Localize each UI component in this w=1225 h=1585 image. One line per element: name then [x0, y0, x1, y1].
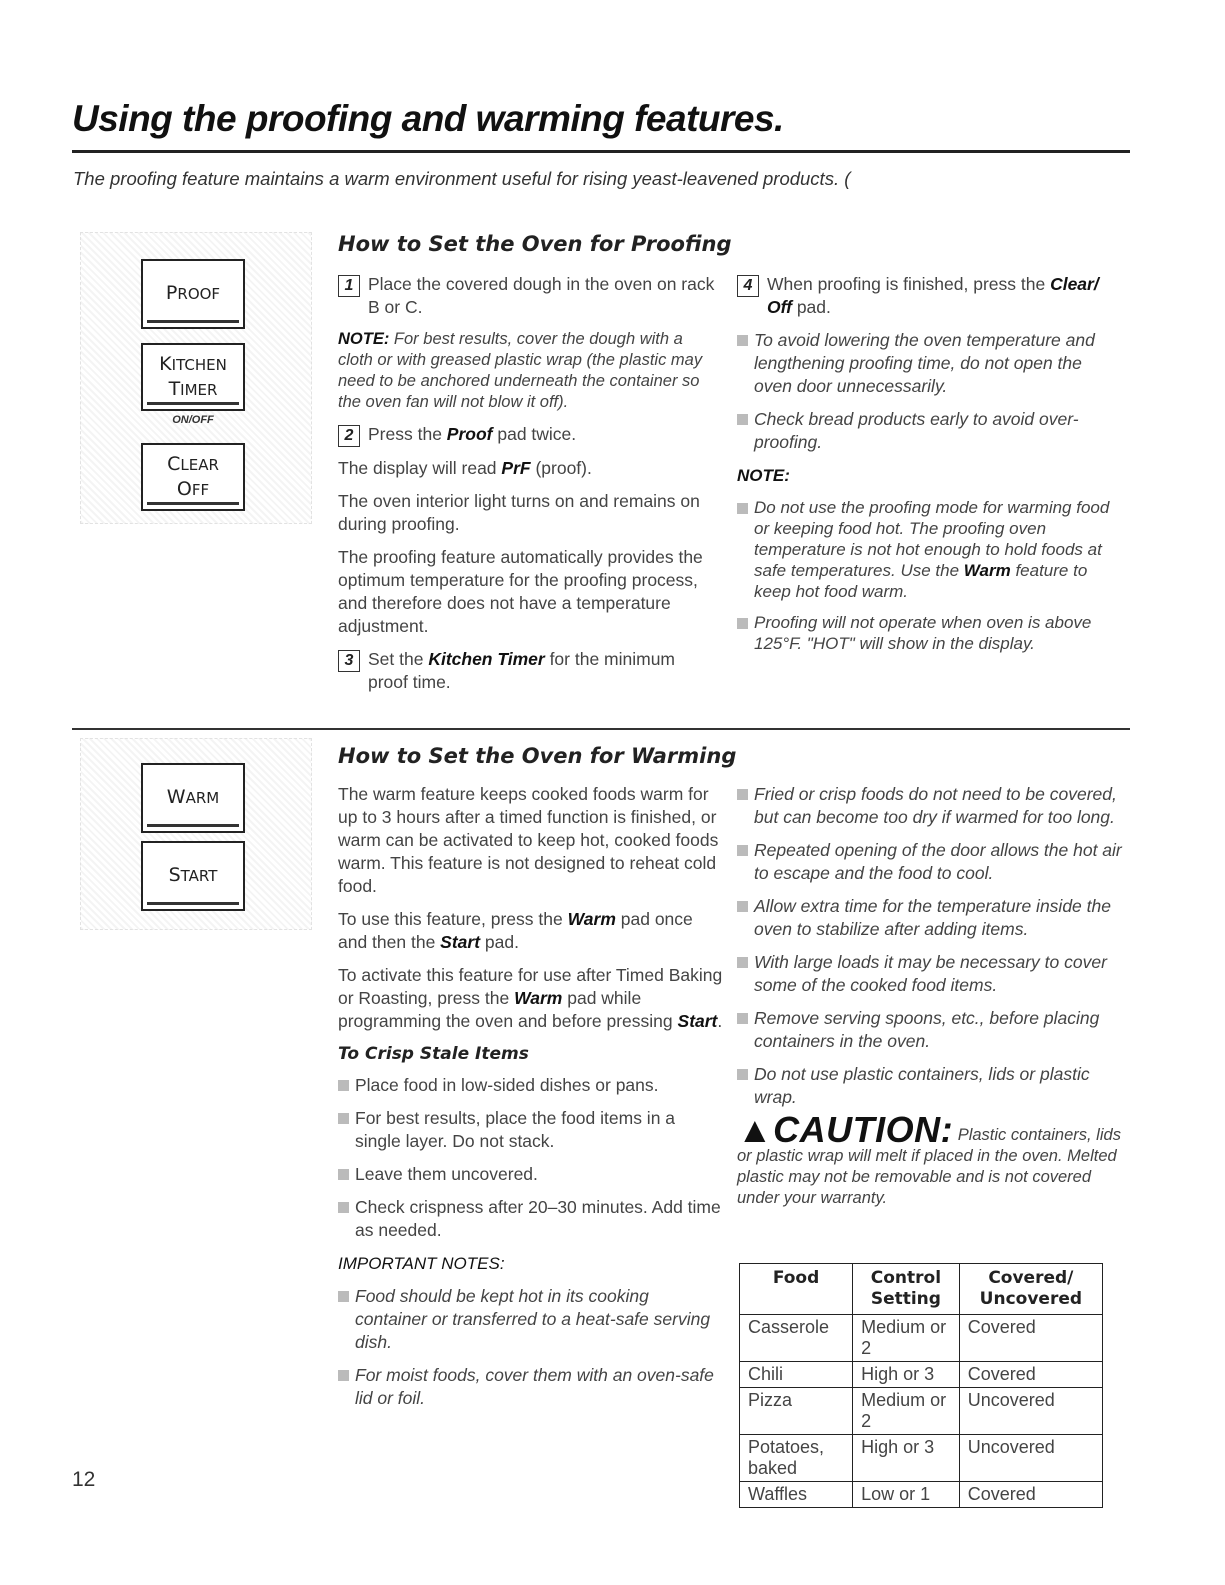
warning-triangle-icon: ▲: [737, 1109, 774, 1150]
table-cell: Waffles: [740, 1482, 853, 1508]
list-item: Remove serving spoons, etc., before placing containers in the oven.: [737, 1007, 1122, 1053]
note-label: NOTE:: [737, 466, 790, 485]
table-header-row: [740, 1264, 1103, 1315]
warming-use: To use this feature, press the Warm pad once and then the Start pad.: [338, 909, 693, 952]
list-item: Leave them uncovered.: [338, 1163, 723, 1186]
title-rule: [72, 150, 1130, 153]
list-item: Proofing will not operate when oven is above 125°F. "HOT" will show in the display.: [737, 612, 1122, 654]
proofing-instructions: [338, 273, 718, 704]
bullet-marker: [338, 1113, 349, 1124]
list-item: For best results, place the food items in a single layer. Do not stack.: [338, 1107, 723, 1153]
list-item: Place food in low-sided dishes or pans.: [338, 1074, 723, 1097]
table-row: [740, 1315, 1103, 1362]
table-cell: Potatoes, baked: [740, 1435, 853, 1482]
page-title: Using the proofing and warming features.: [72, 98, 784, 139]
step-number: 2: [338, 425, 360, 447]
table-cell: Uncovered: [959, 1435, 1102, 1482]
bullet-marker: [737, 789, 748, 800]
bullet-marker: [338, 1291, 349, 1302]
page-subtitle: The proofing feature maintains a warm environment useful for rising yeast-leavened products. (: [73, 168, 851, 189]
light-text: The oven interior light turns on and remains on during proofing.: [338, 491, 700, 534]
table-cell: Chili: [740, 1362, 853, 1388]
bullet-marker: [737, 1013, 748, 1024]
bullet-marker: [737, 1069, 748, 1080]
warming-tips-list: [737, 783, 1122, 1109]
table-cell: Low or 1: [853, 1482, 960, 1508]
proofing-keypad-panel: [80, 232, 312, 524]
section-divider: [72, 728, 1130, 730]
list-item: Check crispness after 20–30 minutes. Add time as needed.: [338, 1196, 723, 1242]
list-item: Fried or crisp foods do not need to be covered, but can become too dry if warmed for too long.: [737, 783, 1122, 829]
proofing-step-4: 4 When proofing is finished, press the Clear/ Off pad.: [737, 273, 1122, 319]
table-cell: Medium or 2: [853, 1315, 960, 1362]
table-cell: Pizza: [740, 1388, 853, 1435]
table-cell: Covered: [959, 1315, 1102, 1362]
table-cell: Medium or 2: [853, 1388, 960, 1435]
table-row: [740, 1362, 1103, 1388]
step-number: 3: [338, 650, 360, 672]
bullet-marker: [737, 845, 748, 856]
proofing-note: NOTE: For best results, cover the dough with a cloth or with greased plastic wrap (the plastic may need to be anchored underneath the container so the oven fan will not blow it off).: [338, 330, 703, 411]
table-row: [740, 1482, 1103, 1508]
table-cell: Covered: [959, 1482, 1102, 1508]
warming-activate: To activate this feature for use after Timed Baking or Roasting, press the Warm pad while programming the oven and before pressing Start.: [338, 965, 723, 1031]
caution-block: ▲CAUTION: Plastic containers, lids or plastic wrap will melt if placed in the oven. Melted plastic may not be removable and is not covered under your warranty.: [737, 1109, 1121, 1207]
crisp-list: [338, 1074, 723, 1242]
important-list: [338, 1285, 723, 1410]
bullet-marker: [338, 1202, 349, 1213]
column-header: Food: [740, 1264, 853, 1315]
list-item: To avoid lowering the oven temperature and lengthening proofing time, do not open the oven door unnecessarily.: [737, 329, 1122, 398]
step-number: 1: [338, 275, 360, 297]
list-item: Do not use the proofing mode for warming food or keeping food hot. The proofing oven temperature is not hot enough to hold foods at safe temperatures. Use the Warm feature to keep hot food warm.: [737, 497, 1122, 602]
proofing-step-1: 1 Place the covered dough in the oven on rack B or C.: [338, 273, 718, 319]
bullet-marker: [338, 1370, 349, 1381]
table-row: [740, 1388, 1103, 1435]
list-item: Allow extra time for the temperature inside the oven to stabilize after adding items.: [737, 895, 1122, 941]
warming-keypad-panel: [80, 738, 312, 930]
proofing-right-column: [737, 273, 1122, 664]
caution-word: ▲CAUTION:: [737, 1109, 954, 1150]
table-cell: Uncovered: [959, 1388, 1102, 1435]
on-off-label: ON/OFF: [172, 414, 214, 426]
list-item: Check bread products early to avoid over-proofing.: [737, 408, 1122, 454]
warming-table: [739, 1263, 1103, 1508]
column-header: Control Setting: [853, 1264, 960, 1315]
table-cell: High or 3: [853, 1362, 960, 1388]
bullet-marker: [737, 957, 748, 968]
clear-off-key[interactable]: CLEAR OFF: [141, 443, 245, 511]
warming-heading: How to Set the Oven for Warming: [338, 744, 737, 768]
display-text: The display will read PrF (proof).: [338, 458, 592, 478]
list-item: Do not use plastic containers, lids or plastic wrap.: [737, 1063, 1122, 1109]
column-header: Covered/ Uncovered: [959, 1264, 1102, 1315]
bullet-marker: [338, 1169, 349, 1180]
auto-text: The proofing feature automatically provides the optimum temperature for the proofing process, and therefore does not have a temperature adjustment.: [338, 547, 703, 636]
table-cell: High or 3: [853, 1435, 960, 1482]
proofing-heading: How to Set the Oven for Proofing: [338, 232, 732, 256]
bullet-marker: [338, 1080, 349, 1091]
table-cell: Covered: [959, 1362, 1102, 1388]
table-cell: Casserole: [740, 1315, 853, 1362]
warming-instructions: [338, 783, 723, 1420]
table-row: [740, 1435, 1103, 1482]
list-item: For moist foods, cover them with an oven-safe lid or foil.: [338, 1364, 723, 1410]
proofing-step-2: 2 Press the Proof pad twice.: [338, 423, 718, 447]
proofing-step-3: 3 Set the Kitchen Timer for the minimum proof time.: [338, 648, 718, 694]
bullet-marker: [737, 901, 748, 912]
warming-intro: The warm feature keeps cooked foods warm for up to 3 hours after a timed function is finished, or warm can be activated to keep hot, cooked foods warm. This feature is not designed to reheat cold food.: [338, 784, 719, 896]
proof-key[interactable]: PROOF: [141, 259, 245, 329]
list-item: Repeated opening of the door allows the hot air to escape and the food to cool.: [737, 839, 1122, 885]
page-number: 12: [72, 1468, 96, 1491]
kitchen-timer-key[interactable]: KITCHEN TIMER: [141, 343, 245, 411]
crisp-heading: To Crisp Stale Items: [338, 1044, 529, 1064]
list-item: With large loads it may be necessary to cover some of the cooked food items.: [737, 951, 1122, 997]
start-key[interactable]: START: [141, 841, 245, 911]
step-number: 4: [737, 275, 759, 297]
important-notes-label: IMPORTANT NOTES:: [338, 1254, 505, 1273]
warm-key[interactable]: WARM: [141, 763, 245, 833]
list-item: Food should be kept hot in its cooking container or transferred to a heat-safe serving dish.: [338, 1285, 723, 1354]
warming-right-column: [737, 783, 1122, 1209]
